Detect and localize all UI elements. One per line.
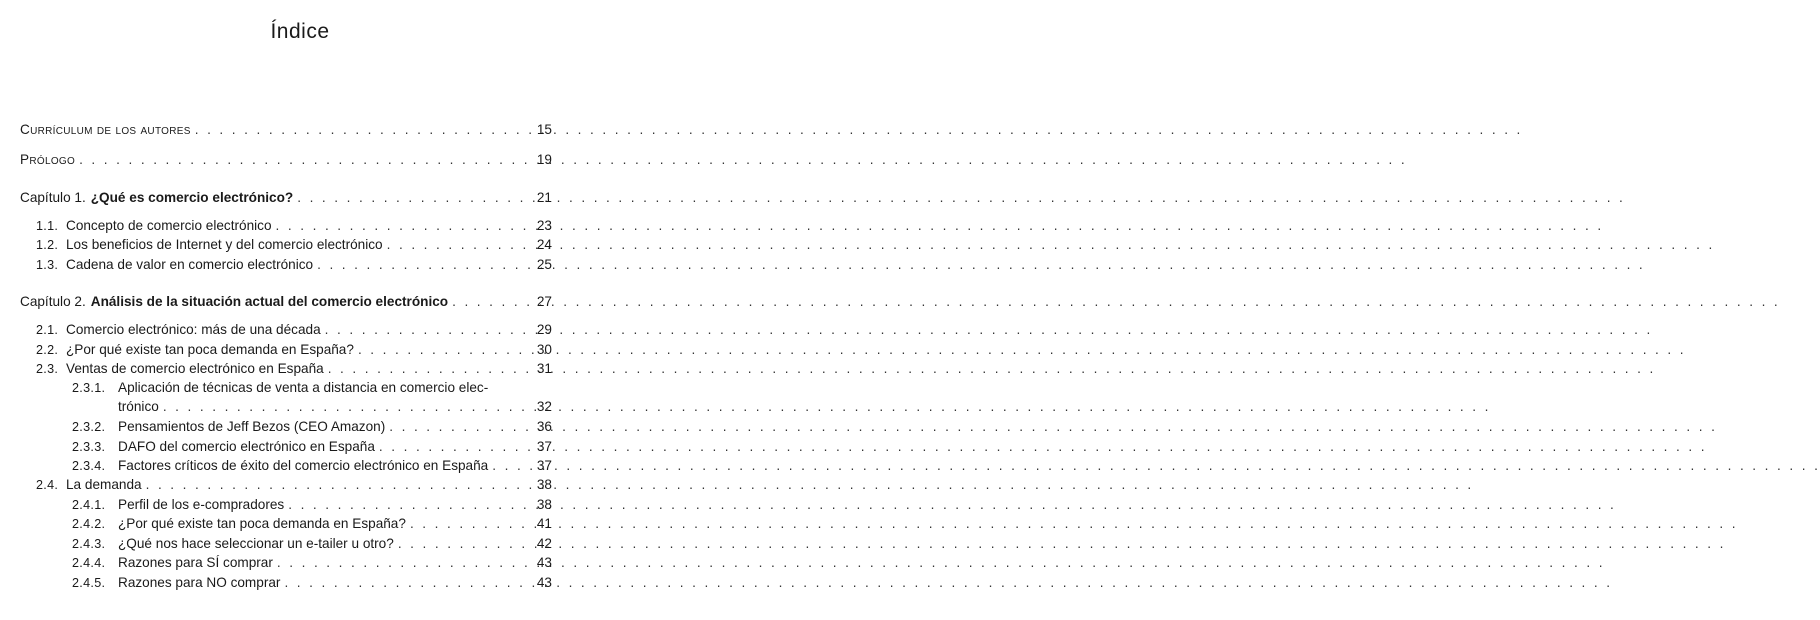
toc-entry-2-3-4 xyxy=(20,456,552,476)
dot-leader xyxy=(325,320,533,340)
toc-page-number: 43 xyxy=(536,575,552,590)
dot-leader xyxy=(452,292,533,312)
dot-leader xyxy=(410,514,533,534)
dot-leader xyxy=(146,475,533,495)
dot-leader xyxy=(79,150,533,170)
section-number: 2.3. xyxy=(36,362,59,376)
section-number: 1.3. xyxy=(36,258,59,272)
dot-leader xyxy=(277,553,533,573)
toc-entry-label: ¿Por qué existe tan poca demanda en España? xyxy=(118,516,406,531)
toc-page-number: 38 xyxy=(536,497,552,512)
toc-entry-2-1 xyxy=(20,320,552,340)
section-number: 2.3.4. xyxy=(72,459,106,473)
toc-page-number: 19 xyxy=(536,152,552,167)
section-number: 2.4.5. xyxy=(72,576,106,590)
toc-entry-2-4-3 xyxy=(20,534,552,554)
toc-entry-label: La demanda xyxy=(66,477,142,492)
toc-page-number: 30 xyxy=(536,342,552,357)
toc-page-number: 38 xyxy=(536,477,552,492)
table-of-contents xyxy=(0,0,600,620)
toc-entry-label: Ventas de comercio electrónico en España xyxy=(66,361,324,376)
section-number: 2.3.1. xyxy=(72,381,106,395)
dot-leader xyxy=(297,188,533,208)
toc-entry-2-4 xyxy=(20,475,552,495)
toc-entry-2-3-1 xyxy=(20,397,552,417)
section-number: 2.4.2. xyxy=(72,517,106,531)
toc-entry-label-continued: trónico xyxy=(118,399,159,414)
dot-leader xyxy=(379,437,533,457)
section-number: 1.1. xyxy=(36,219,59,233)
toc-entry-2-4-4 xyxy=(20,553,552,573)
toc-entry-label: Perfil de los e-compradores xyxy=(118,497,285,512)
dot-leader xyxy=(398,534,533,554)
section-number: 2.1. xyxy=(36,323,59,337)
section-number: 2.4. xyxy=(36,478,59,492)
toc-entry-label: Pensamientos de Jeff Bezos (CEO Amazon) xyxy=(118,419,386,434)
toc-entry-1-1 xyxy=(20,216,552,236)
toc-page-number: 21 xyxy=(536,190,552,205)
dot-leader xyxy=(492,456,533,476)
dot-leader xyxy=(389,417,533,437)
dot-leader xyxy=(195,120,533,140)
toc-page-number: 36 xyxy=(536,419,552,434)
page-title: Índice xyxy=(270,20,330,43)
dot-leader xyxy=(276,216,533,236)
chapter-label: Capítulo 1. xyxy=(20,190,86,205)
toc-entry-label: ¿Por qué existe tan poca demanda en España? xyxy=(66,342,354,357)
toc-entry-label: DAFO del comercio electrónico en España xyxy=(118,439,375,454)
toc-entry-1-3 xyxy=(20,255,552,275)
dot-leader xyxy=(284,573,532,593)
dot-leader xyxy=(317,255,533,275)
toc-entry-label: Currículum de los autores xyxy=(20,122,191,137)
toc-entry-label: ¿Qué nos hace seleccionar un e-tailer u otro? xyxy=(118,536,394,551)
toc-page-number: 15 xyxy=(536,122,552,137)
toc-entry-2-4-2 xyxy=(20,514,552,534)
section-number: 2.3.2. xyxy=(72,420,106,434)
section-number: 2.2. xyxy=(36,343,59,357)
toc-entry-prologo xyxy=(20,150,552,170)
chapter-title: ¿Qué es comercio electrónico? xyxy=(90,190,294,205)
toc-entry-2-4-5 xyxy=(20,573,552,593)
section-number: 1.2. xyxy=(36,238,59,252)
toc-page-number: 25 xyxy=(536,257,552,272)
toc-page-number: 37 xyxy=(536,458,552,473)
dot-leader xyxy=(328,359,533,379)
toc-page-number: 27 xyxy=(536,294,552,309)
toc-entry-curriculum xyxy=(20,120,552,140)
toc-page-number: 42 xyxy=(536,536,552,551)
toc-entry-2-2 xyxy=(20,340,552,360)
dot-leader xyxy=(387,235,533,255)
toc-entry-2-3 xyxy=(20,359,552,379)
section-number: 2.3.3. xyxy=(72,440,106,454)
toc-entry-label: Comercio electrónico: más de una década xyxy=(66,322,321,337)
toc-entry-label: Cadena de valor en comercio electrónico xyxy=(66,257,314,272)
section-number: 2.4.3. xyxy=(72,537,106,551)
toc-page-number: 23 xyxy=(536,218,552,233)
toc-entry-label: Razones para NO comprar xyxy=(118,575,281,590)
toc-page-number: 41 xyxy=(536,516,552,531)
section-number: 2.4.1. xyxy=(72,498,106,512)
toc-entry-label: Concepto de comercio electrónico xyxy=(66,218,272,233)
toc-entry-label: Prólogo xyxy=(20,152,76,167)
toc-entry-label: Razones para SÍ comprar xyxy=(118,555,273,570)
toc-entry-2-3-2 xyxy=(20,417,552,437)
toc-entry-chapter-2 xyxy=(20,292,552,312)
toc-entry-2-3-1-first-line xyxy=(72,378,488,398)
toc-entry-2-3-3 xyxy=(20,437,552,457)
toc-page-number: 32 xyxy=(536,399,552,414)
toc-entry-label: Factores críticos de éxito del comercio electrónico en España xyxy=(118,458,489,473)
dot-leader xyxy=(358,340,533,360)
toc-page-number: 43 xyxy=(536,555,552,570)
toc-page-number: 37 xyxy=(536,439,552,454)
toc-page-number: 31 xyxy=(536,361,552,376)
toc-page-number: 24 xyxy=(536,237,552,252)
toc-entry-2-4-1 xyxy=(20,495,552,515)
toc-entry-chapter-1 xyxy=(20,188,552,208)
chapter-label: Capítulo 2. xyxy=(20,294,86,309)
chapter-title: Análisis de la situación actual del comercio electrónico xyxy=(90,294,449,309)
dot-leader xyxy=(163,397,533,417)
toc-entry-label: Los beneficios de Internet y del comercio electrónico xyxy=(66,237,383,252)
toc-page-number: 29 xyxy=(536,322,552,337)
dot-leader xyxy=(288,495,533,515)
toc-entry-1-2 xyxy=(20,235,552,255)
section-number: 2.4.4. xyxy=(72,556,106,570)
toc-entry-label: Aplicación de técnicas de venta a distancia en comercio elec- xyxy=(118,380,489,395)
